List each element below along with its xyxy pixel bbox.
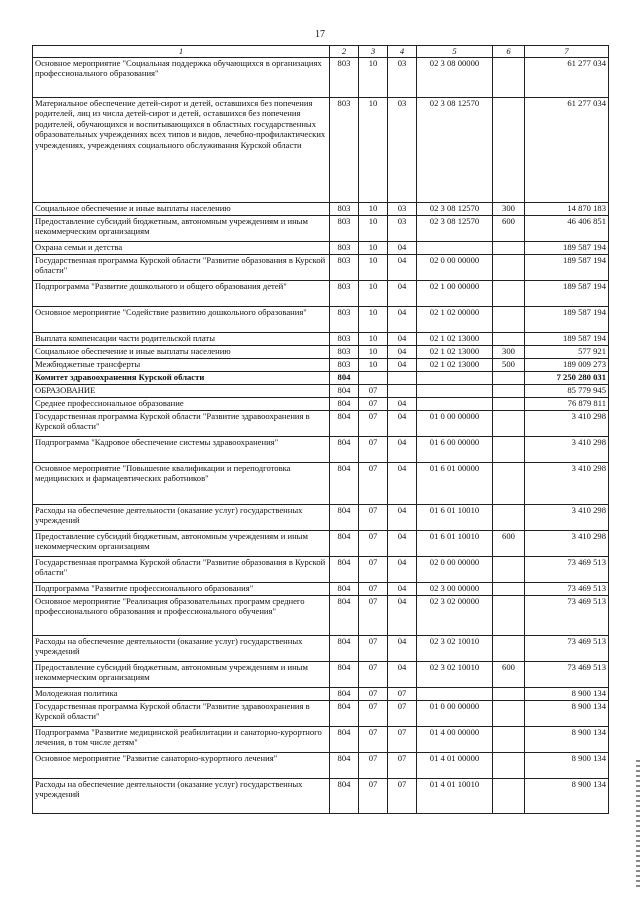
admin-code-cell: 803	[330, 346, 359, 359]
target-article-cell: 02 3 08 12570	[417, 98, 493, 203]
amount-cell: 46 406 851	[525, 216, 609, 242]
row-name-cell: Основное мероприятие "Развитие санаторно-курортного лечения"	[33, 753, 330, 779]
amount-cell: 73 469 513	[525, 583, 609, 596]
table-row	[33, 701, 609, 727]
amount-cell: 3 410 298	[525, 411, 609, 437]
amount-cell: 7 250 280 031	[525, 372, 609, 385]
admin-code-cell: 803	[330, 333, 359, 346]
admin-code-cell: 804	[330, 701, 359, 727]
target-article-cell: 01 4 01 10010	[417, 779, 493, 814]
subsection-code-cell: 07	[388, 688, 417, 701]
table-row	[33, 203, 609, 216]
table-row	[33, 398, 609, 411]
target-article-cell: 02 3 02 10010	[417, 636, 493, 662]
admin-code-cell: 803	[330, 58, 359, 98]
subsection-code-cell	[388, 385, 417, 398]
table-row	[33, 727, 609, 753]
expense-type-cell: 300	[493, 346, 525, 359]
row-name-cell: Основное мероприятие "Социальная поддержка обучающихся в организациях профессионального образования"	[33, 58, 330, 98]
target-article-cell: 02 1 02 00000	[417, 307, 493, 333]
scan-edge-mark	[636, 760, 640, 890]
expense-type-cell	[493, 307, 525, 333]
row-name-cell: Молодежная политика	[33, 688, 330, 701]
admin-code-cell: 804	[330, 437, 359, 463]
subsection-code-cell: 04	[388, 636, 417, 662]
table-row	[33, 505, 609, 531]
subsection-code-cell: 07	[388, 727, 417, 753]
amount-cell: 73 469 513	[525, 636, 609, 662]
row-name-cell: Выплата компенсации части родительской платы	[33, 333, 330, 346]
budget-table	[32, 45, 609, 814]
expense-type-cell	[493, 437, 525, 463]
expense-type-cell: 300	[493, 203, 525, 216]
amount-cell: 73 469 513	[525, 662, 609, 688]
column-number: 2	[330, 46, 359, 58]
target-article-cell: 02 1 00 00000	[417, 281, 493, 307]
admin-code-cell: 804	[330, 596, 359, 636]
section-code-cell: 07	[359, 385, 388, 398]
column-number: 3	[359, 46, 388, 58]
row-name-cell: Социальное обеспечение и иные выплаты населению	[33, 203, 330, 216]
row-name-cell: Подпрограмма "Кадровое обеспечение системы здравоохранения"	[33, 437, 330, 463]
target-article-cell	[417, 688, 493, 701]
admin-code-cell: 803	[330, 359, 359, 372]
target-article-cell	[417, 385, 493, 398]
subsection-code-cell: 04	[388, 398, 417, 411]
section-code-cell: 07	[359, 688, 388, 701]
table-row	[33, 531, 609, 557]
amount-cell: 3 410 298	[525, 463, 609, 505]
admin-code-cell: 804	[330, 463, 359, 505]
target-article-cell: 02 0 00 00000	[417, 557, 493, 583]
target-article-cell: 01 0 00 00000	[417, 701, 493, 727]
subsection-code-cell: 03	[388, 203, 417, 216]
row-name-cell: Предоставление субсидий бюджетным, автономным учреждениям и иным некоммерческим организациям	[33, 531, 330, 557]
expense-type-cell: 600	[493, 531, 525, 557]
expense-type-cell	[493, 636, 525, 662]
expense-type-cell	[493, 463, 525, 505]
expense-type-cell	[493, 255, 525, 281]
table-row	[33, 557, 609, 583]
admin-code-cell: 804	[330, 531, 359, 557]
admin-code-cell: 804	[330, 753, 359, 779]
expense-type-cell	[493, 701, 525, 727]
row-name-cell: Расходы на обеспечение деятельности (оказание услуг) государственных учреждений	[33, 636, 330, 662]
amount-cell: 76 879 811	[525, 398, 609, 411]
section-code-cell: 07	[359, 727, 388, 753]
subsection-code-cell: 04	[388, 242, 417, 255]
target-article-cell: 01 6 01 10010	[417, 505, 493, 531]
amount-cell: 73 469 513	[525, 557, 609, 583]
admin-code-cell: 804	[330, 372, 359, 385]
section-code-cell: 07	[359, 531, 388, 557]
admin-code-cell: 803	[330, 242, 359, 255]
row-name-cell: Государственная программа Курской области "Развитие образования в Курской области"	[33, 255, 330, 281]
table-row	[33, 385, 609, 398]
admin-code-cell: 804	[330, 636, 359, 662]
admin-code-cell: 804	[330, 398, 359, 411]
table-row	[33, 281, 609, 307]
column-number: 6	[493, 46, 525, 58]
amount-cell: 8 900 134	[525, 701, 609, 727]
subsection-code-cell: 04	[388, 359, 417, 372]
table-row	[33, 255, 609, 281]
row-name-cell: Среднее профессиональное образование	[33, 398, 330, 411]
expense-type-cell	[493, 372, 525, 385]
admin-code-cell: 803	[330, 98, 359, 203]
admin-code-cell: 804	[330, 662, 359, 688]
expense-type-cell	[493, 281, 525, 307]
table-row	[33, 583, 609, 596]
subsection-code-cell: 03	[388, 58, 417, 98]
expense-type-cell	[493, 557, 525, 583]
column-number: 7	[525, 46, 609, 58]
subsection-code-cell: 07	[388, 779, 417, 814]
amount-cell: 189 587 194	[525, 307, 609, 333]
section-code-cell: 07	[359, 662, 388, 688]
target-article-cell	[417, 398, 493, 411]
amount-cell: 73 469 513	[525, 596, 609, 636]
admin-code-cell: 804	[330, 583, 359, 596]
admin-code-cell: 804	[330, 688, 359, 701]
row-name-cell: Предоставление субсидий бюджетным, автономным учреждениям и иным некоммерческим организациям	[33, 662, 330, 688]
expense-type-cell	[493, 753, 525, 779]
table-row	[33, 596, 609, 636]
expense-type-cell: 600	[493, 662, 525, 688]
column-number: 1	[33, 46, 330, 58]
amount-cell: 8 900 134	[525, 688, 609, 701]
amount-cell: 577 921	[525, 346, 609, 359]
table-row	[33, 58, 609, 98]
expense-type-cell	[493, 398, 525, 411]
amount-cell: 189 587 194	[525, 242, 609, 255]
table-row	[33, 333, 609, 346]
section-code-cell: 07	[359, 411, 388, 437]
row-name-cell: Основное мероприятие "Содействие развитию дошкольного образования"	[33, 307, 330, 333]
subsection-code-cell: 04	[388, 596, 417, 636]
row-name-cell: ОБРАЗОВАНИЕ	[33, 385, 330, 398]
subsection-code-cell: 07	[388, 701, 417, 727]
subsection-code-cell: 07	[388, 753, 417, 779]
subsection-code-cell: 04	[388, 437, 417, 463]
section-code-cell: 10	[359, 58, 388, 98]
target-article-cell: 02 1 02 13000	[417, 346, 493, 359]
table-row	[33, 216, 609, 242]
section-code-cell: 10	[359, 242, 388, 255]
expense-type-cell: 600	[493, 216, 525, 242]
table-row	[33, 463, 609, 505]
amount-cell: 189 587 194	[525, 255, 609, 281]
row-name-cell: Подпрограмма "Развитие профессионального образования"	[33, 583, 330, 596]
admin-code-cell: 804	[330, 411, 359, 437]
page-number: 17	[315, 29, 325, 40]
table-row	[33, 98, 609, 203]
subsection-code-cell: 04	[388, 255, 417, 281]
subsection-code-cell	[388, 372, 417, 385]
target-article-cell: 01 4 00 00000	[417, 727, 493, 753]
expense-type-cell	[493, 596, 525, 636]
row-name-cell: Материальное обеспечение детей-сирот и детей, оставшихся без попечения родителей, лиц из числа детей-сирот и детей, оставшихся без попечения родителей, обучающихся и воспитывающихся в областных государственных образовательных учреждениях всех типов и видов, лечебно-профилактических учреждениях, учреждениях социального обслуживания Курской области	[33, 98, 330, 203]
expense-type-cell	[493, 411, 525, 437]
admin-code-cell: 803	[330, 203, 359, 216]
section-code-cell: 10	[359, 307, 388, 333]
row-name-cell: Социальное обеспечение и иные выплаты населению	[33, 346, 330, 359]
admin-code-cell: 803	[330, 307, 359, 333]
section-code-cell: 07	[359, 779, 388, 814]
expense-type-cell	[493, 505, 525, 531]
admin-code-cell: 804	[330, 505, 359, 531]
table-row	[33, 372, 609, 385]
subsection-code-cell: 03	[388, 216, 417, 242]
section-code-cell: 07	[359, 463, 388, 505]
subsection-code-cell: 04	[388, 505, 417, 531]
admin-code-cell: 804	[330, 385, 359, 398]
expense-type-cell	[493, 385, 525, 398]
section-code-cell: 07	[359, 505, 388, 531]
expense-type-cell	[493, 727, 525, 753]
row-name-cell: Предоставление субсидий бюджетным, автономным учреждениям и иным некоммерческим организациям	[33, 216, 330, 242]
admin-code-cell: 804	[330, 557, 359, 583]
subsection-code-cell: 04	[388, 281, 417, 307]
section-code-cell: 07	[359, 437, 388, 463]
subsection-code-cell: 04	[388, 463, 417, 505]
target-article-cell	[417, 372, 493, 385]
row-name-cell: Государственная программа Курской области "Развитие образования в Курской области"	[33, 557, 330, 583]
row-name-cell: Подпрограмма "Развитие медицинской реабилитации и санаторно-курортного лечения, в том числе детям"	[33, 727, 330, 753]
table-row	[33, 359, 609, 372]
subsection-code-cell: 04	[388, 307, 417, 333]
amount-cell: 3 410 298	[525, 505, 609, 531]
expense-type-cell	[493, 242, 525, 255]
section-code-cell	[359, 372, 388, 385]
amount-cell: 61 277 034	[525, 98, 609, 203]
target-article-cell: 02 3 08 00000	[417, 58, 493, 98]
subsection-code-cell: 04	[388, 583, 417, 596]
row-name-cell: Подпрограмма "Развитие дошкольного и общего образования детей"	[33, 281, 330, 307]
expense-type-cell	[493, 779, 525, 814]
section-code-cell: 07	[359, 636, 388, 662]
target-article-cell: 01 0 00 00000	[417, 411, 493, 437]
amount-cell: 14 870 183	[525, 203, 609, 216]
subsection-code-cell: 04	[388, 531, 417, 557]
table-row	[33, 688, 609, 701]
admin-code-cell: 804	[330, 779, 359, 814]
subsection-code-cell: 04	[388, 333, 417, 346]
expense-type-cell	[493, 583, 525, 596]
table-row	[33, 662, 609, 688]
table-row	[33, 779, 609, 814]
target-article-cell: 02 3 00 00000	[417, 583, 493, 596]
amount-cell: 8 900 134	[525, 753, 609, 779]
table-row	[33, 411, 609, 437]
section-code-cell: 07	[359, 583, 388, 596]
amount-cell: 189 587 194	[525, 333, 609, 346]
target-article-cell	[417, 242, 493, 255]
admin-code-cell: 804	[330, 727, 359, 753]
subsection-code-cell: 04	[388, 346, 417, 359]
table-row	[33, 753, 609, 779]
target-article-cell: 02 3 02 00000	[417, 596, 493, 636]
table-row	[33, 307, 609, 333]
section-code-cell: 10	[359, 255, 388, 281]
admin-code-cell: 803	[330, 281, 359, 307]
subsection-code-cell: 04	[388, 411, 417, 437]
table-row	[33, 437, 609, 463]
row-name-cell: Государственная программа Курской области "Развитие здравоохранения в Курской области"	[33, 411, 330, 437]
table-body	[33, 58, 609, 814]
amount-cell: 85 779 945	[525, 385, 609, 398]
section-code-cell: 10	[359, 346, 388, 359]
target-article-cell: 02 0 00 00000	[417, 255, 493, 281]
expense-type-cell	[493, 98, 525, 203]
subsection-code-cell: 04	[388, 557, 417, 583]
expense-type-cell	[493, 58, 525, 98]
amount-cell: 8 900 134	[525, 779, 609, 814]
target-article-cell: 02 3 08 12570	[417, 216, 493, 242]
section-code-cell: 07	[359, 753, 388, 779]
amount-cell: 189 587 194	[525, 281, 609, 307]
row-name-cell: Комитет здравоохранения Курской области	[33, 372, 330, 385]
target-article-cell: 02 1 02 13000	[417, 359, 493, 372]
section-code-cell: 10	[359, 359, 388, 372]
amount-cell: 3 410 298	[525, 437, 609, 463]
subsection-code-cell: 03	[388, 98, 417, 203]
section-code-cell: 10	[359, 281, 388, 307]
amount-cell: 189 009 273	[525, 359, 609, 372]
section-code-cell: 07	[359, 557, 388, 583]
row-name-cell: Основное мероприятие "Повышение квалификации и переподготовка медицинских и фармацевтических работников"	[33, 463, 330, 505]
expense-type-cell: 500	[493, 359, 525, 372]
section-code-cell: 07	[359, 596, 388, 636]
row-name-cell: Государственная программа Курской области "Развитие здравоохранения в Курской области"	[33, 701, 330, 727]
amount-cell: 3 410 298	[525, 531, 609, 557]
target-article-cell: 02 3 08 12570	[417, 203, 493, 216]
admin-code-cell: 803	[330, 255, 359, 281]
row-name-cell: Расходы на обеспечение деятельности (оказание услуг) государственных учреждений	[33, 505, 330, 531]
row-name-cell: Охрана семьи и детства	[33, 242, 330, 255]
row-name-cell: Межбюджетные трансферты	[33, 359, 330, 372]
row-name-cell: Основное мероприятие "Реализация образовательных программ среднего профессионального образования и профессионального обучения"	[33, 596, 330, 636]
subsection-code-cell: 04	[388, 662, 417, 688]
target-article-cell: 02 1 02 13000	[417, 333, 493, 346]
target-article-cell: 01 6 01 10010	[417, 531, 493, 557]
admin-code-cell: 803	[330, 216, 359, 242]
section-code-cell: 10	[359, 216, 388, 242]
column-number: 5	[417, 46, 493, 58]
target-article-cell: 01 4 01 00000	[417, 753, 493, 779]
table-row	[33, 636, 609, 662]
target-article-cell: 02 3 02 10010	[417, 662, 493, 688]
target-article-cell: 01 6 01 00000	[417, 463, 493, 505]
table-row	[33, 346, 609, 359]
amount-cell: 61 277 034	[525, 58, 609, 98]
amount-cell: 8 900 134	[525, 727, 609, 753]
section-code-cell: 07	[359, 398, 388, 411]
section-code-cell: 10	[359, 203, 388, 216]
expense-type-cell	[493, 333, 525, 346]
section-code-cell: 10	[359, 333, 388, 346]
expense-type-cell	[493, 688, 525, 701]
section-code-cell: 10	[359, 98, 388, 203]
row-name-cell: Расходы на обеспечение деятельности (оказание услуг) государственных учреждений	[33, 779, 330, 814]
column-number: 4	[388, 46, 417, 58]
section-code-cell: 07	[359, 701, 388, 727]
target-article-cell: 01 6 00 00000	[417, 437, 493, 463]
column-number-row	[33, 46, 609, 58]
table-row	[33, 242, 609, 255]
